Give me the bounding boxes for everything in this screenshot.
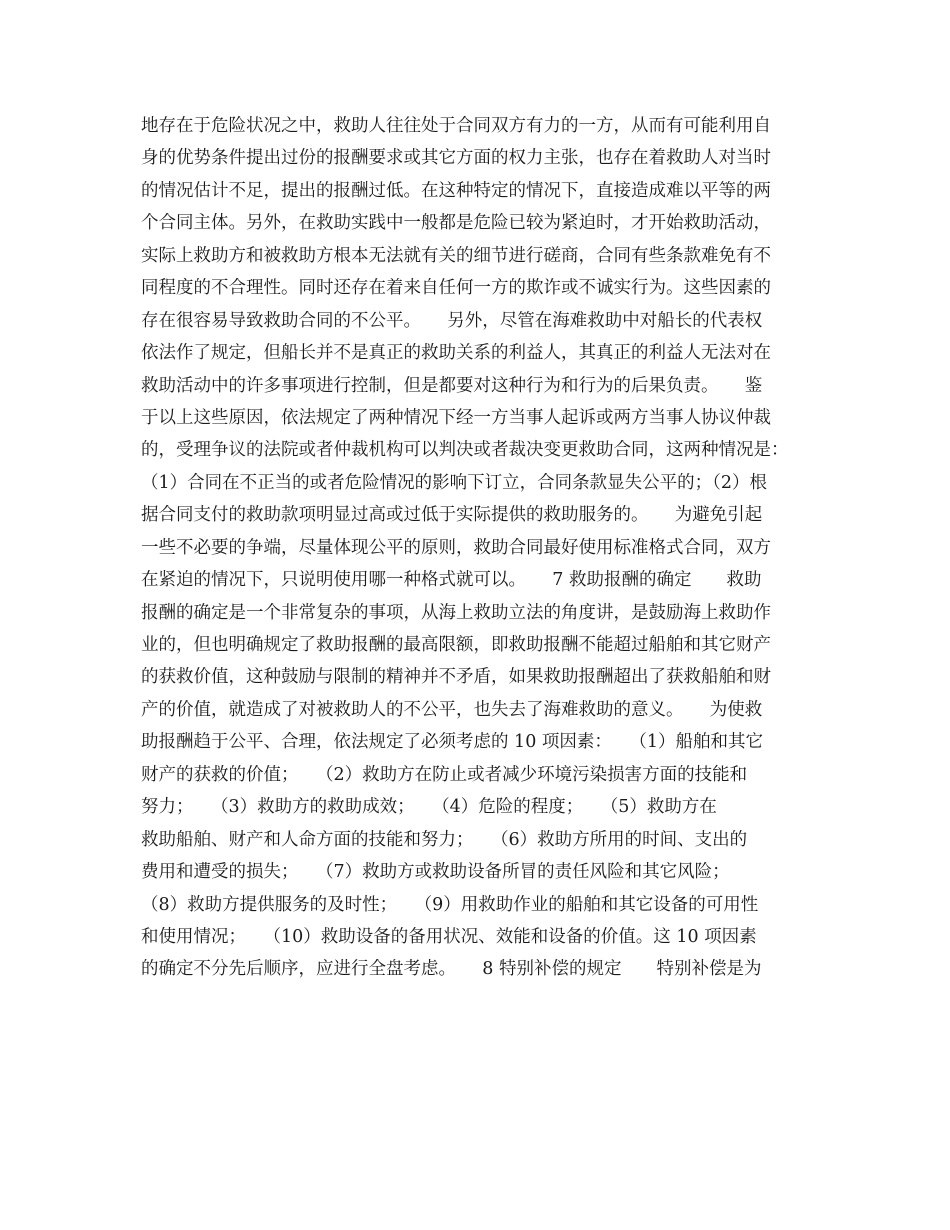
text-line: 据合同支付的救助款项明显过高或过低于实际提供的救助服务的。 为避免引起 xyxy=(141,505,763,526)
text-line: 努力； （3）救助方的救助成效； （4）危险的程度； （5）救助方在 xyxy=(141,797,717,818)
text-line: 费用和遭受的损失； （7）救助方或救助设备所冒的责任风险和其它风险； xyxy=(141,862,730,883)
text-line: 助报酬趋于公平、合理，依法规定了必须考虑的 10 项因素： （1）船舶和其它 xyxy=(141,732,764,753)
text-line: 业的，但也明确规定了救助报酬的最高限额，即救助报酬不能超过船舶和其它财产 xyxy=(141,635,771,655)
text-line: （1）合同在不正当的或者危险情况的影响下订立，合同条款显失公平的；（2）根 xyxy=(141,472,768,493)
text-line: 的确定不分先后顺序，应进行全盘考虑。 8 特别补偿的规定 特别补偿是为 xyxy=(141,959,762,980)
text-line: （8）救助方提供服务的及时性； （9）用救助作业的船舶和其它设备的可用性 xyxy=(141,894,759,915)
text-line: 和使用情况； （10）救助设备的备用状况、效能和设备的价值。这 10 项因素 xyxy=(141,926,757,947)
text-line: 财产的获救的价值； （2）救助方在防止或者减少环境污染损害方面的技能和 xyxy=(141,764,748,785)
text-line: 救助活动中的许多事项进行控制，但是都要对这种行为和行为的后果负责。 鉴 xyxy=(141,375,763,396)
text-line: 报酬的确定是一个非常复杂的事项，从海上救助立法的角度讲，是鼓励海上救助作 xyxy=(141,602,771,623)
text-line: 身的优势条件提出过份的报酬要求或其它方面的权力主张，也存在着救助人对当时 xyxy=(141,148,771,169)
text-line: 于以上这些原因，依法规定了两种情况下经一方当事人起诉或两方当事人协议仲裁 xyxy=(141,407,771,428)
text-line: 的，受理争议的法院或者仲裁机构可以判决或者裁决变更救助合同，这两种情况是： xyxy=(141,440,789,461)
text-line: 的情况估计不足，提出的报酬过低。在这种特定的情况下，直接造成难以平等的两 xyxy=(141,180,771,201)
text-line: 实际上救助方和被救助方根本无法就有关的细节进行磋商，合同有些条款难免有不 xyxy=(141,245,771,266)
text-line: 产的价值，就造成了对被救助人的不公平，也失去了海难救助的意义。 为使救 xyxy=(141,699,763,720)
text-line: 在紧迫的情况下，只说明使用哪一种格式就可以。 7 救助报酬的确定 救助 xyxy=(141,570,762,591)
text-line: 个合同主体。另外，在救助实践中一般都是危险已较为紧迫时，才开始救助活动， xyxy=(141,213,771,234)
text-line: 依法作了规定，但船长并不是真正的救助关系的利益人，其真正的利益人无法对在 xyxy=(141,343,771,364)
text-line: 的获救价值，这种鼓励与限制的精神并不矛盾，如果救助报酬超出了获救船舶和财 xyxy=(141,667,771,688)
text-line: 一些不必要的争端，尽量体现公平的原则，救助合同最好使用标准格式合同，双方 xyxy=(141,537,771,558)
text-line: 救助船舶、财产和人命方面的技能和努力； （6）救助方所用的时间、支出的 xyxy=(141,829,748,850)
body-text xyxy=(141,110,821,986)
text-line: 同程度的不合理性。同时还存在着来自任何一方的欺诈或不诚实行为。这些因素的 xyxy=(141,278,771,299)
text-line: 地存在于危险状况之中，救助人往往处于合同双方有力的一方，从而有可能利用自 xyxy=(141,116,771,136)
text-line: 存在很容易导致救助合同的不公平。 另外，尽管在海难救助中对船长的代表权 xyxy=(141,310,763,331)
